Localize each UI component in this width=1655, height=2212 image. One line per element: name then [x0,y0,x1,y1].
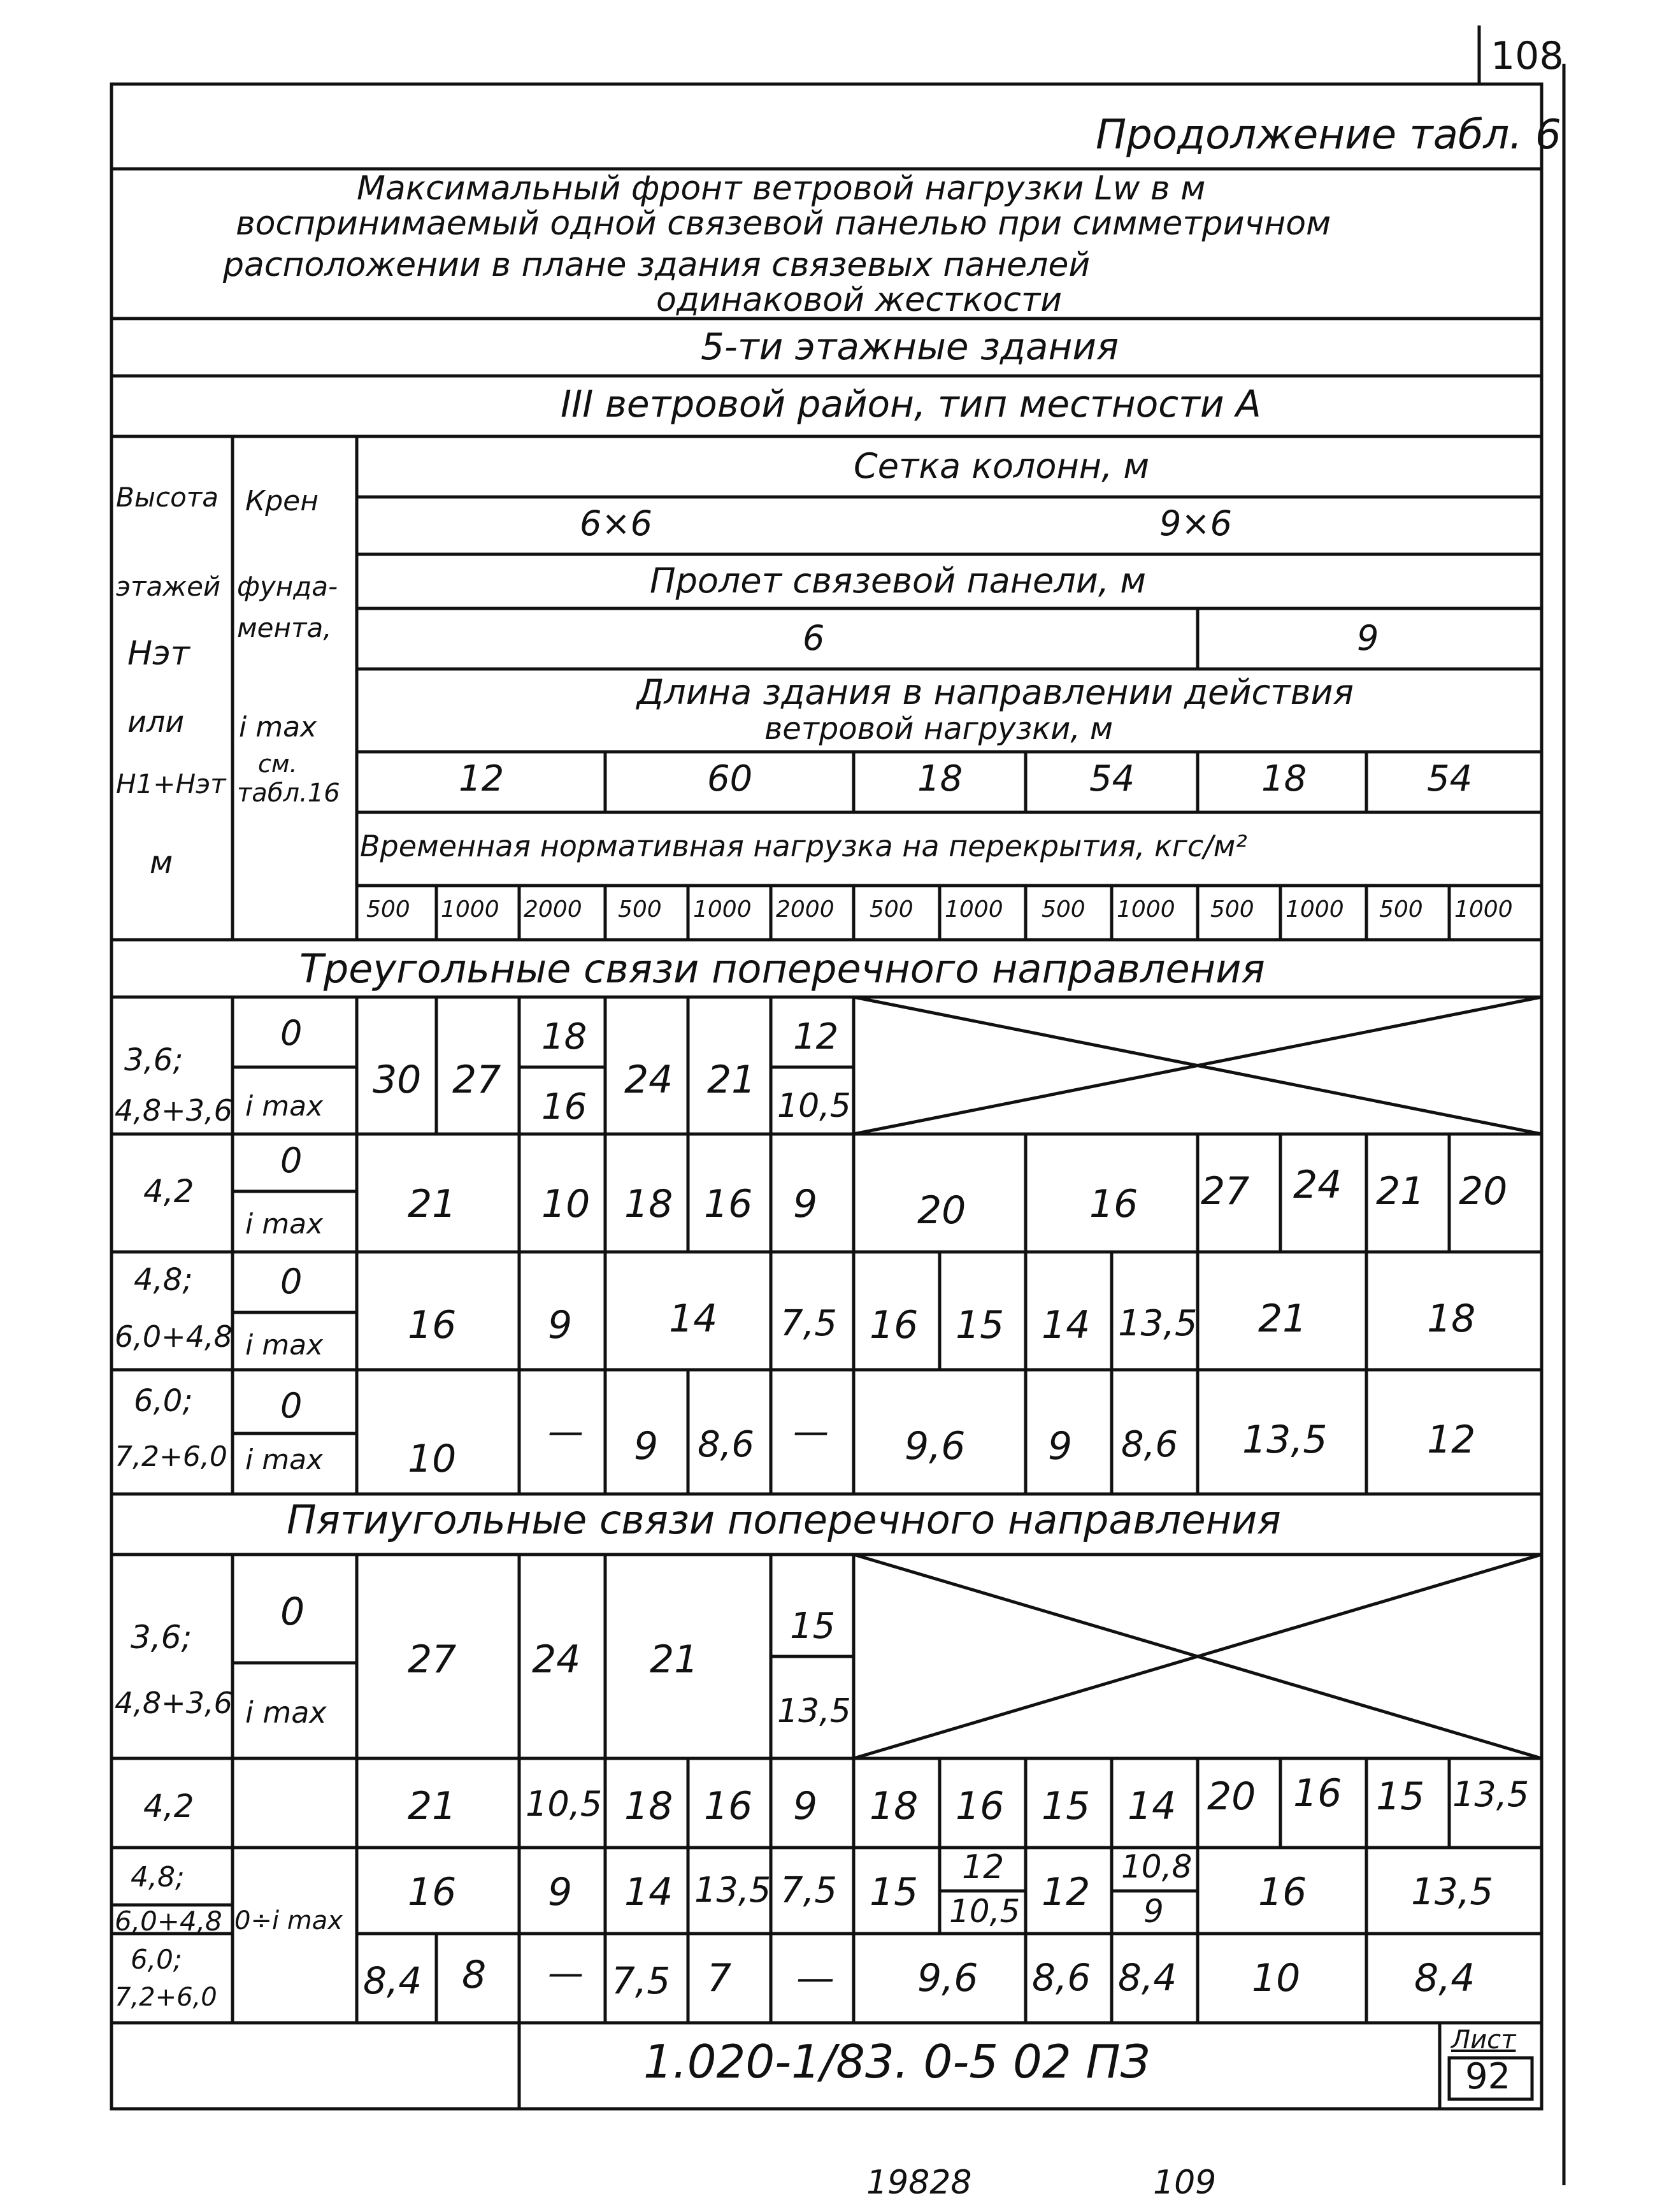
corner-page-number: 108 [1491,34,1564,78]
height-label: 3,6; [131,1619,192,1656]
cell-value: 12 [1042,1870,1091,1914]
cell-value: 13,5 [777,1692,851,1730]
cell-value: 21 [1258,1296,1307,1341]
cell-value: 9 [548,1870,573,1914]
height-header-line: Высота [116,482,219,513]
cell-value: 12 [1427,1418,1476,1462]
cell-value: 16 [956,1784,1005,1828]
cell-value: 18 [541,1016,587,1058]
tilt-zero: 0 [280,1386,303,1426]
cell-value: 9 [548,1303,573,1347]
length-value: 12 [459,758,505,800]
tilt-header-line: табл.16 [237,779,340,808]
cell-value: 10,5 [526,1784,603,1824]
cell-value: 16 [704,1784,753,1828]
cell-value: 20 [917,1188,966,1233]
length-value: 60 [707,758,753,800]
table-title-line-3: расположении в плане здания связевых панелей [223,246,1091,284]
cell-value: 18 [1427,1296,1476,1341]
cell-value: 7,5 [780,1303,838,1344]
cell-value: 16 [1089,1182,1138,1226]
cell-value: 8,4 [1414,1956,1475,2000]
cell-value: 8,4 [1118,1956,1177,1999]
column-grid-header: Сетка колонн, м [854,446,1150,486]
table-title-line-1: Максимальный фронт ветровой нагрузки Lw в м [357,169,1206,208]
height-label: 3,6; [124,1042,183,1078]
cell-value: 20 [1459,1169,1508,1214]
height-label: 7,2+6,0 [115,1440,227,1473]
tilt-header-line: мента, [237,612,332,643]
cell-value: 13,5 [1411,1870,1494,1913]
height-label: 6,0; [131,1944,182,1975]
height-label: 6,0+4,8 [115,1906,222,1937]
load-value: 2000 [524,896,582,923]
cell-value: 20 [1207,1774,1256,1819]
cell-value: 18 [624,1182,673,1226]
load-value: 2000 [776,896,835,923]
height-label: 6,0; [134,1383,193,1419]
tilt-header-line: см. [258,750,297,778]
span-value-6: 6 [803,618,825,658]
cell-value: 12 [962,1848,1005,1886]
load-value: 1000 [441,896,499,923]
cell-value: 8,4 [363,1959,422,2002]
length-header-line-1: Длина здания в направлении действия [637,672,1354,712]
cell-value: 21 [650,1637,699,1682]
height-header-line: Нэт [127,635,190,673]
length-header-line-2: ветровой нагрузки, м [764,711,1114,747]
cell-value: 12 [793,1016,839,1058]
sheet-number: 92 [1465,2056,1511,2097]
cell-value: 27 [1201,1169,1250,1214]
cell-value: 9 [793,1182,818,1226]
cell-value: 14 [1042,1303,1091,1347]
tilt-imax: i max [245,1090,324,1123]
column-grid-6x6: 6×6 [580,503,652,543]
load-value: 500 [1210,896,1254,923]
tilt-header-line: i max [239,711,317,743]
section-title-pentagonal: Пятиугольные связи поперечного направления [287,1497,1281,1543]
cell-value: 18 [870,1784,919,1828]
height-label: 4,2 [143,1788,194,1825]
load-value: 1000 [693,896,752,923]
cell-value: 14 [624,1870,673,1914]
load-value: 1000 [1454,896,1513,923]
load-value: 500 [366,896,410,923]
height-label: 4,8+3,6 [115,1686,233,1720]
sheet-label: Лист [1451,2025,1516,2055]
tilt-header-line: Крен [245,485,319,517]
tilt-header-line: фунда- [237,571,338,602]
cell-value: 8,6 [1121,1424,1179,1465]
cell-value: 21 [408,1784,457,1828]
tilt-imax: i max [245,1695,327,1730]
cell-value: — [548,1953,584,1994]
cell-value: 16 [704,1182,753,1226]
length-value: 18 [917,758,963,800]
load-value: 500 [870,896,913,923]
tilt-imax: i max [245,1329,324,1361]
footer-page-number: 109 [1153,2164,1217,2202]
load-value: 1000 [945,896,1003,923]
cell-value: 7 [707,1956,732,2000]
cell-value: 15 [1042,1784,1091,1828]
load-value: 1000 [1117,896,1175,923]
cell-value: 9 [1143,1893,1164,1930]
cell-value: 10 [541,1182,591,1226]
cell-value: 21 [707,1058,756,1102]
height-label: 6,0+4,8 [115,1319,233,1354]
cell-value: 13,5 [1242,1418,1328,1462]
load-value: 500 [1379,896,1423,923]
cell-value: 16 [870,1303,919,1347]
cell-value: 24 [532,1637,581,1682]
height-label: 4,8; [131,1861,185,1893]
cell-value: 8,6 [698,1424,755,1465]
cell-value: 24 [624,1058,673,1102]
cell-value: 10 [1252,1956,1301,2000]
cell-value: 13,5 [694,1870,771,1910]
cell-value: 13,5 [1452,1774,1530,1814]
cell-value: 10 [408,1437,457,1481]
cell-value: — [793,1411,829,1453]
wind-region: III ветровой район, тип местности А [561,382,1261,426]
tilt-imax: i max [245,1208,324,1240]
cell-value: — [796,1956,835,2000]
cell-value: 9,6 [905,1424,966,1469]
height-header-line: этажей [116,571,221,602]
table-title-line-2: воспринимаемый одной связевой панелью при симметричном [236,205,1331,243]
tilt-range: 0÷i max [234,1906,343,1936]
cell-value: 9 [1048,1424,1073,1469]
height-label: 4,2 [143,1173,194,1210]
building-type: 5-ти этажные здания [701,325,1119,368]
tilt-zero: 0 [280,1013,303,1053]
cell-value: 16 [1293,1771,1342,1816]
cell-value: 27 [452,1058,501,1102]
cell-value: 10,8 [1121,1848,1193,1885]
span-header: Пролет связевой панели, м [650,561,1146,601]
tilt-imax: i max [245,1444,324,1476]
load-value: 500 [618,896,662,923]
height-label: 7,2+6,0 [115,1983,217,2012]
cell-value: 8 [462,1953,487,1997]
document-code: 1.020-1/83. 0-5 02 ПЗ [643,2035,1150,2088]
cell-value: 16 [1258,1870,1307,1914]
height-header-line: Н1+Нэт [116,768,226,800]
height-header-line: м [150,845,173,880]
cell-value: 9 [793,1784,818,1828]
span-value-9: 9 [1357,618,1379,658]
section-title-triangular: Треугольные связи поперечного направления [299,945,1265,992]
cell-value: 30 [373,1058,422,1102]
length-value: 54 [1089,758,1135,800]
cell-value: 27 [408,1637,457,1682]
cell-value: 9,6 [917,1956,978,2000]
cell-value: 16 [408,1870,457,1914]
tilt-zero: 0 [280,1261,303,1302]
cell-value: 16 [408,1303,457,1347]
cell-value: 14 [1128,1784,1177,1828]
cell-value: 14 [669,1296,718,1341]
cell-value: 18 [624,1784,673,1828]
height-header-line: или [127,705,185,739]
cell-value: 8,6 [1032,1956,1091,1999]
length-value: 54 [1427,758,1473,800]
length-value: 18 [1261,758,1307,800]
cell-value: 15 [1376,1774,1425,1819]
tilt-zero: 0 [280,1590,305,1634]
cell-value: 15 [870,1870,919,1914]
cell-value: 24 [1293,1163,1342,1207]
cell-value: 15 [790,1605,836,1647]
height-label: 4,8+3,6 [115,1093,233,1128]
cell-value: 21 [1376,1169,1425,1214]
cell-value: 13,5 [1118,1303,1198,1344]
cell-value: 16 [541,1086,587,1128]
column-grid-9x6: 9×6 [1159,503,1232,543]
load-value: 1000 [1286,896,1344,923]
cell-value: 10,5 [949,1893,1021,1930]
cell-value: 9 [634,1424,659,1469]
cell-value: 21 [408,1182,457,1226]
cell-value: 10,5 [777,1087,851,1125]
cell-value: 15 [956,1303,1005,1347]
load-value: 500 [1042,896,1085,923]
footer-inventory-number: 19828 [866,2164,972,2202]
cell-value: 7,5 [612,1959,671,2002]
height-label: 4,8; [134,1262,193,1298]
table-title-line-4: одинаковой жесткости [656,281,1063,319]
continuation-label: Продолжение табл. 6 [1096,111,1561,159]
cell-value: 7,5 [780,1870,838,1911]
load-header: Временная нормативная нагрузка на перекрытия, кгс/м² [360,829,1247,863]
cell-value: — [548,1411,584,1453]
tilt-zero: 0 [280,1140,303,1181]
